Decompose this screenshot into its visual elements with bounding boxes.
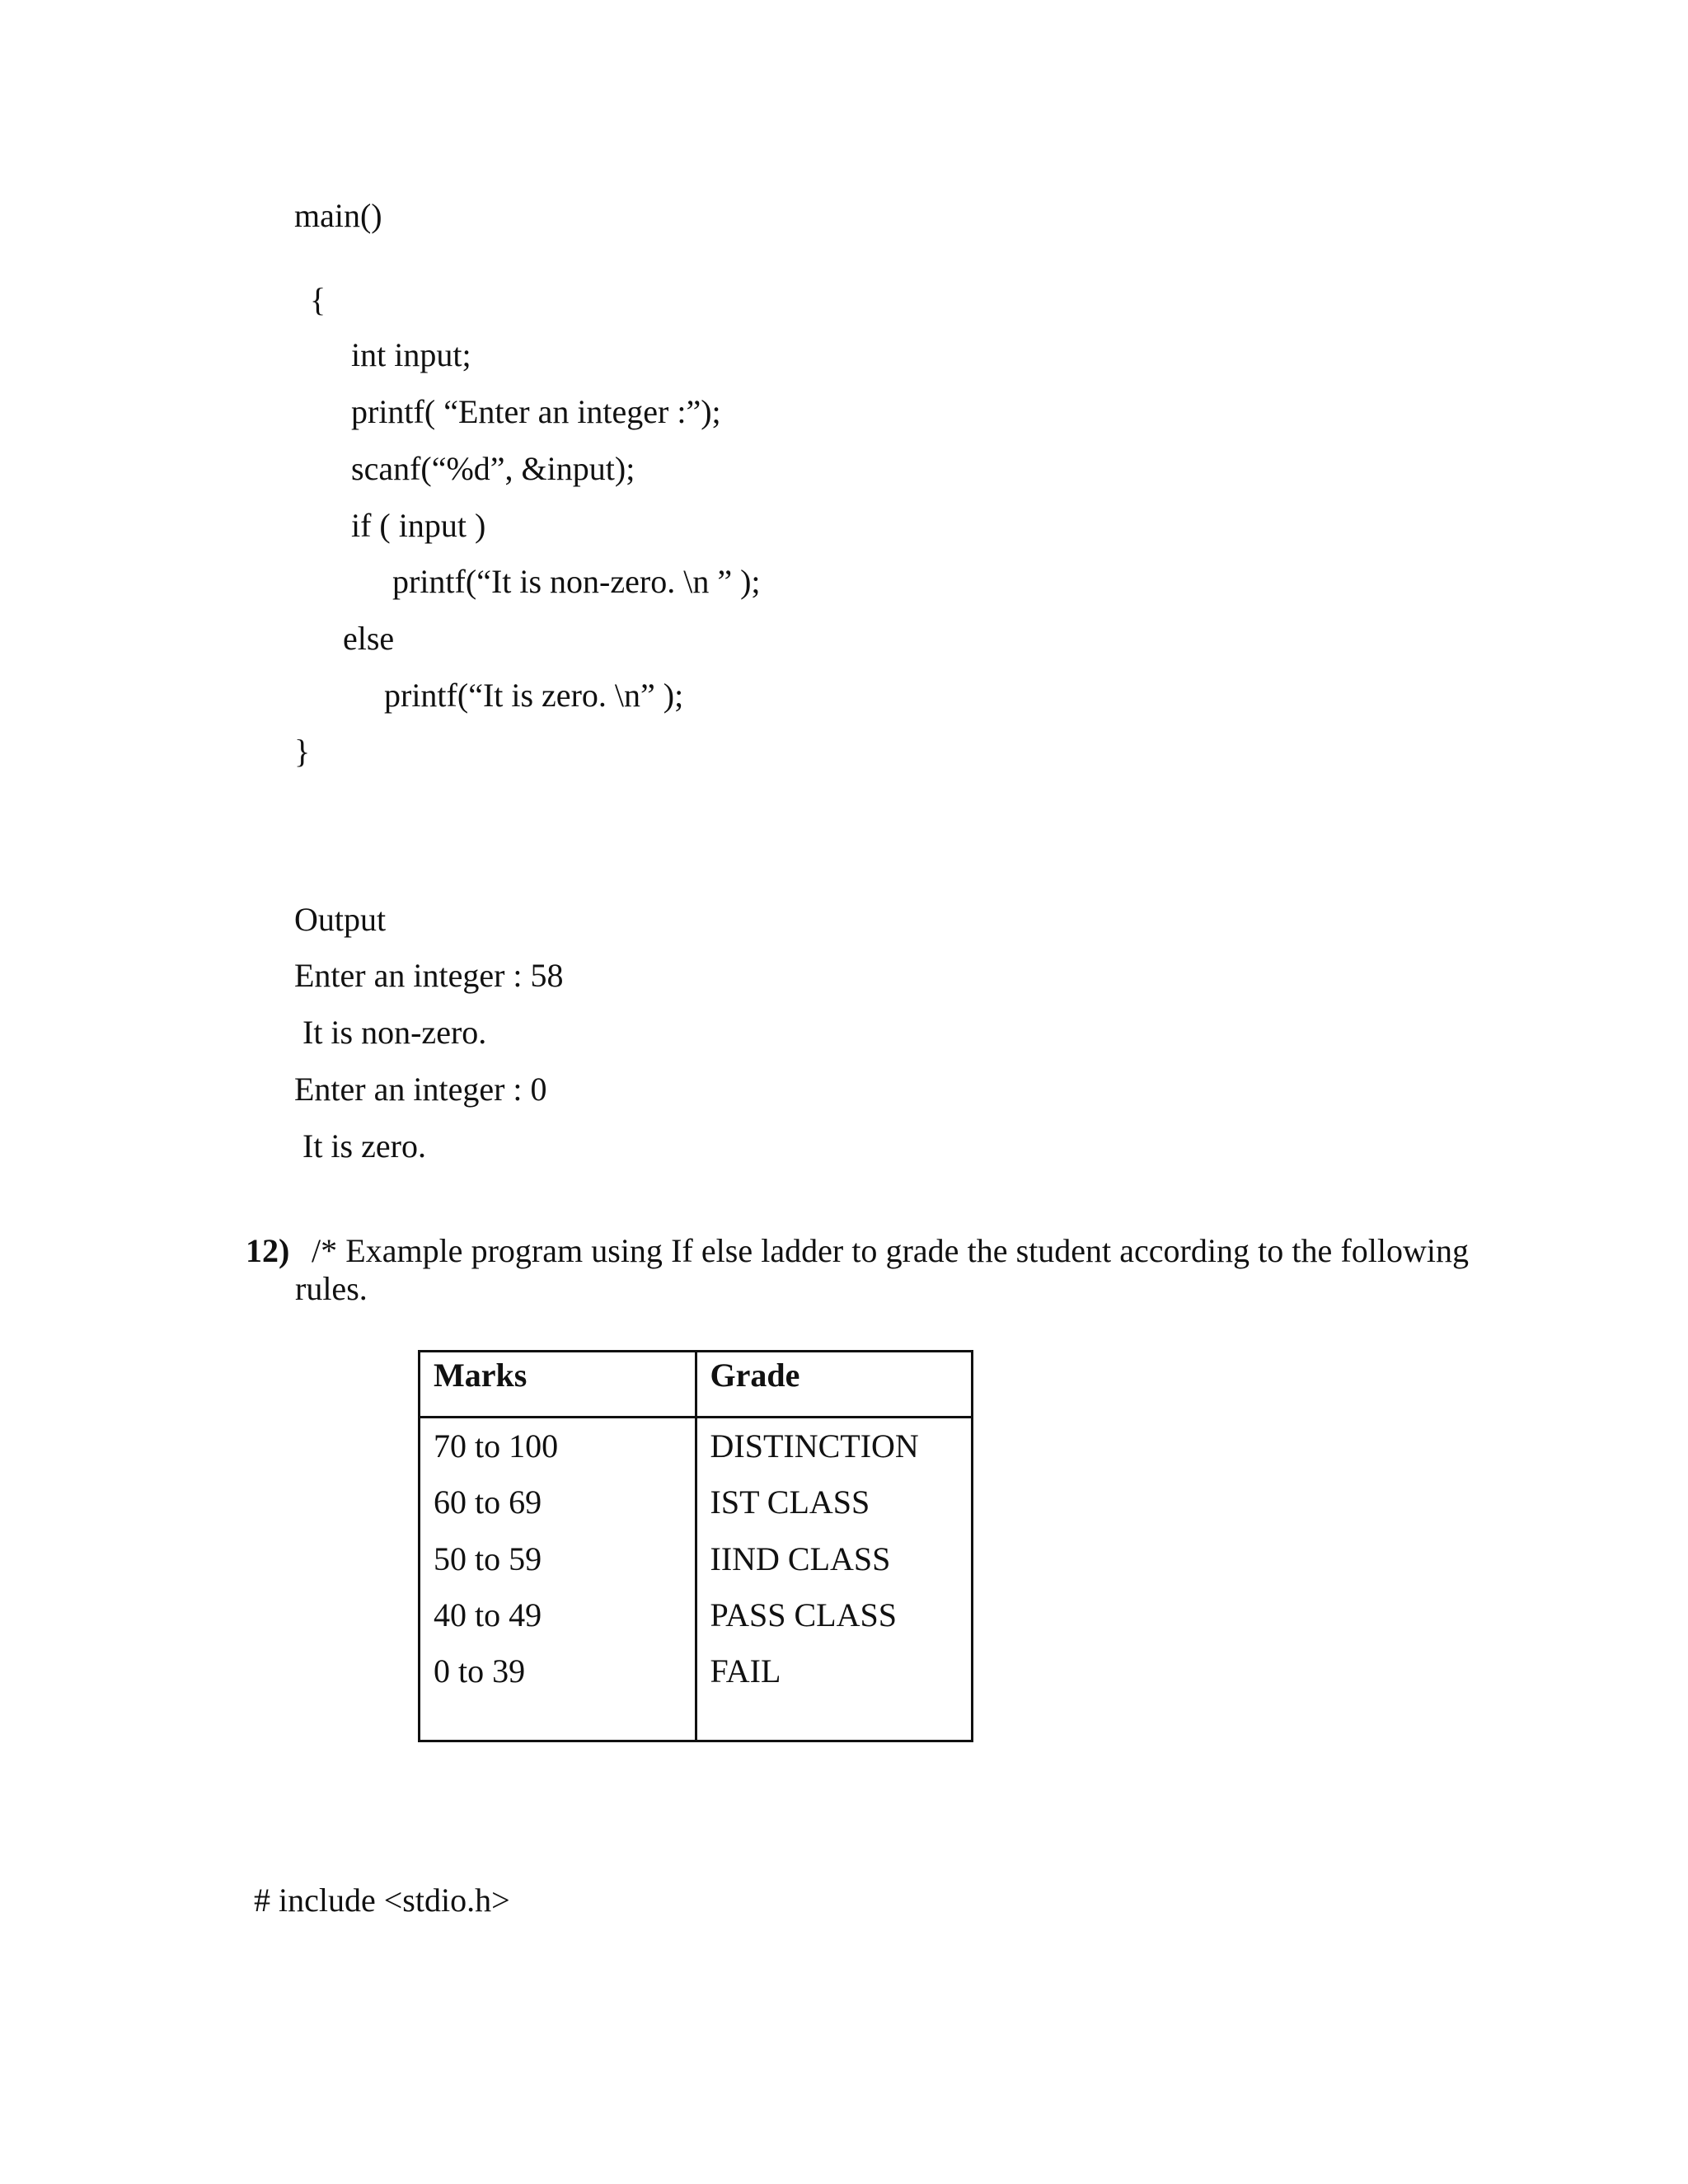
table-cell-grade: DISTINCTION xyxy=(696,1418,973,1475)
code-line-else: else xyxy=(343,620,395,657)
table-cell-empty xyxy=(696,1700,973,1741)
table-row xyxy=(420,1531,973,1587)
code-line-printf-prompt: printf( “Enter an integer :”); xyxy=(351,393,721,430)
table-cell-marks: 0 to 39 xyxy=(420,1643,696,1699)
table-header-row xyxy=(420,1352,973,1418)
table-row xyxy=(420,1587,973,1643)
section-number: 12) xyxy=(246,1232,290,1269)
output-line: It is zero. xyxy=(302,1127,426,1165)
code-line-open-brace: { xyxy=(310,281,326,318)
code-line-declaration: int input; xyxy=(351,336,471,373)
code-line-if: if ( input ) xyxy=(351,507,486,544)
table-row xyxy=(420,1474,973,1530)
code-line-scanf: scanf(“%d”, &input); xyxy=(351,450,635,487)
section-description-continued: rules. xyxy=(295,1270,368,1307)
output-line: Enter an integer : 0 xyxy=(294,1071,547,1108)
output-title: Output xyxy=(294,901,387,938)
grade-table xyxy=(418,1350,973,1742)
table-row xyxy=(420,1418,973,1475)
section-description: /* Example program using If else ladder to grade the student according to the following xyxy=(312,1232,1469,1269)
code-line-close-brace: } xyxy=(294,733,311,770)
table-cell-marks: 70 to 100 xyxy=(420,1418,696,1475)
code-line-printf-zero: printf(“It is zero. \n” ); xyxy=(384,677,684,714)
table-cell-grade: IST CLASS xyxy=(696,1474,973,1530)
table-cell-marks: 50 to 59 xyxy=(420,1531,696,1587)
include-line: # include <stdio.h> xyxy=(254,1882,510,1919)
table-spacer-row xyxy=(420,1700,973,1741)
table-cell-empty xyxy=(420,1700,696,1741)
table-cell-marks: 60 to 69 xyxy=(420,1474,696,1530)
table-header-grade: Grade xyxy=(696,1352,973,1418)
output-line: It is non-zero. xyxy=(302,1014,487,1051)
table-cell-marks: 40 to 49 xyxy=(420,1587,696,1643)
table-header-marks: Marks xyxy=(420,1352,696,1418)
output-line: Enter an integer : 58 xyxy=(294,957,564,994)
table-cell-grade: IIND CLASS xyxy=(696,1531,973,1587)
table-cell-grade: PASS CLASS xyxy=(696,1587,973,1643)
code-line-printf-nonzero: printf(“It is non-zero. \n ” ); xyxy=(392,563,761,600)
table-row xyxy=(420,1643,973,1699)
code-line-main: main() xyxy=(294,197,382,234)
table-cell-grade: FAIL xyxy=(696,1643,973,1699)
